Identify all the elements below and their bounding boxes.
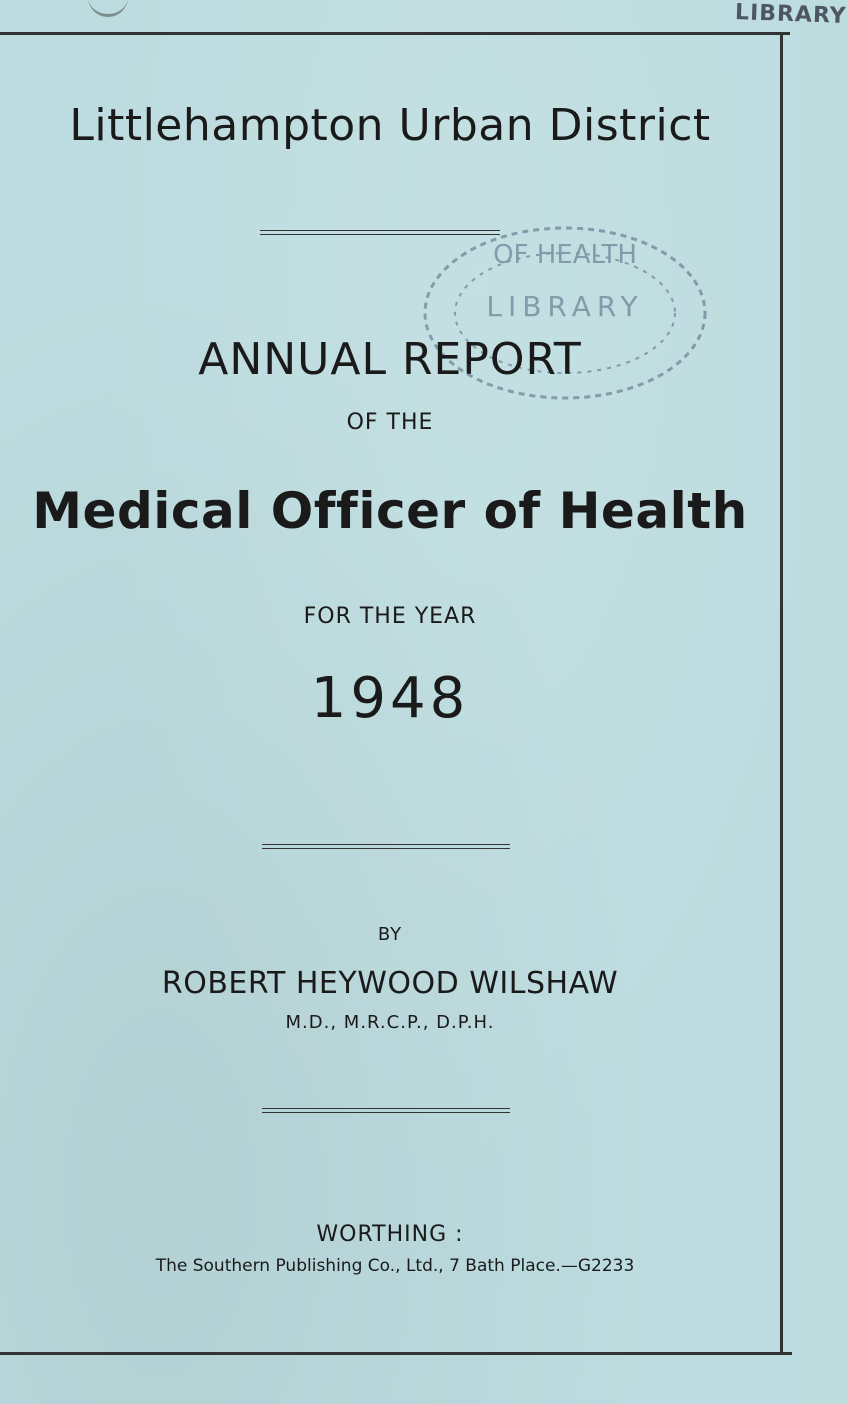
report-year: 1948 <box>310 666 470 731</box>
imprint-printer: The Southern Publishing Co., Ltd., 7 Bath Place.—G2233 <box>155 1256 635 1276</box>
by-text: BY <box>377 924 403 945</box>
frame-bottom-rule <box>0 1352 792 1355</box>
district-title: Littlehampton Urban District <box>69 100 711 151</box>
medical-officer-heading: Medical Officer of Health <box>32 482 748 540</box>
divider-rule <box>262 1108 510 1109</box>
library-stamp-middle-text: LIBRARY <box>486 290 644 323</box>
author-name: ROBERT HEYWOOD WILSHAW <box>161 966 619 1001</box>
library-stamp-top-text: OF HEALTH <box>493 240 637 270</box>
imprint-place: WORTHING : <box>316 1222 464 1247</box>
of-the-text: OF THE <box>346 410 434 435</box>
author-degrees: M.D., M.R.C.P., D.P.H. <box>285 1012 495 1033</box>
divider-rule <box>262 844 510 845</box>
frame-right-rule <box>780 32 783 1352</box>
corner-library-stamp: LIBRARY <box>734 0 847 29</box>
annual-report-heading: ANNUAL REPORT <box>198 334 582 385</box>
for-the-year-text: FOR THE YEAR <box>303 604 477 629</box>
corner-mark <box>88 0 128 17</box>
frame-top-rule <box>0 32 790 35</box>
